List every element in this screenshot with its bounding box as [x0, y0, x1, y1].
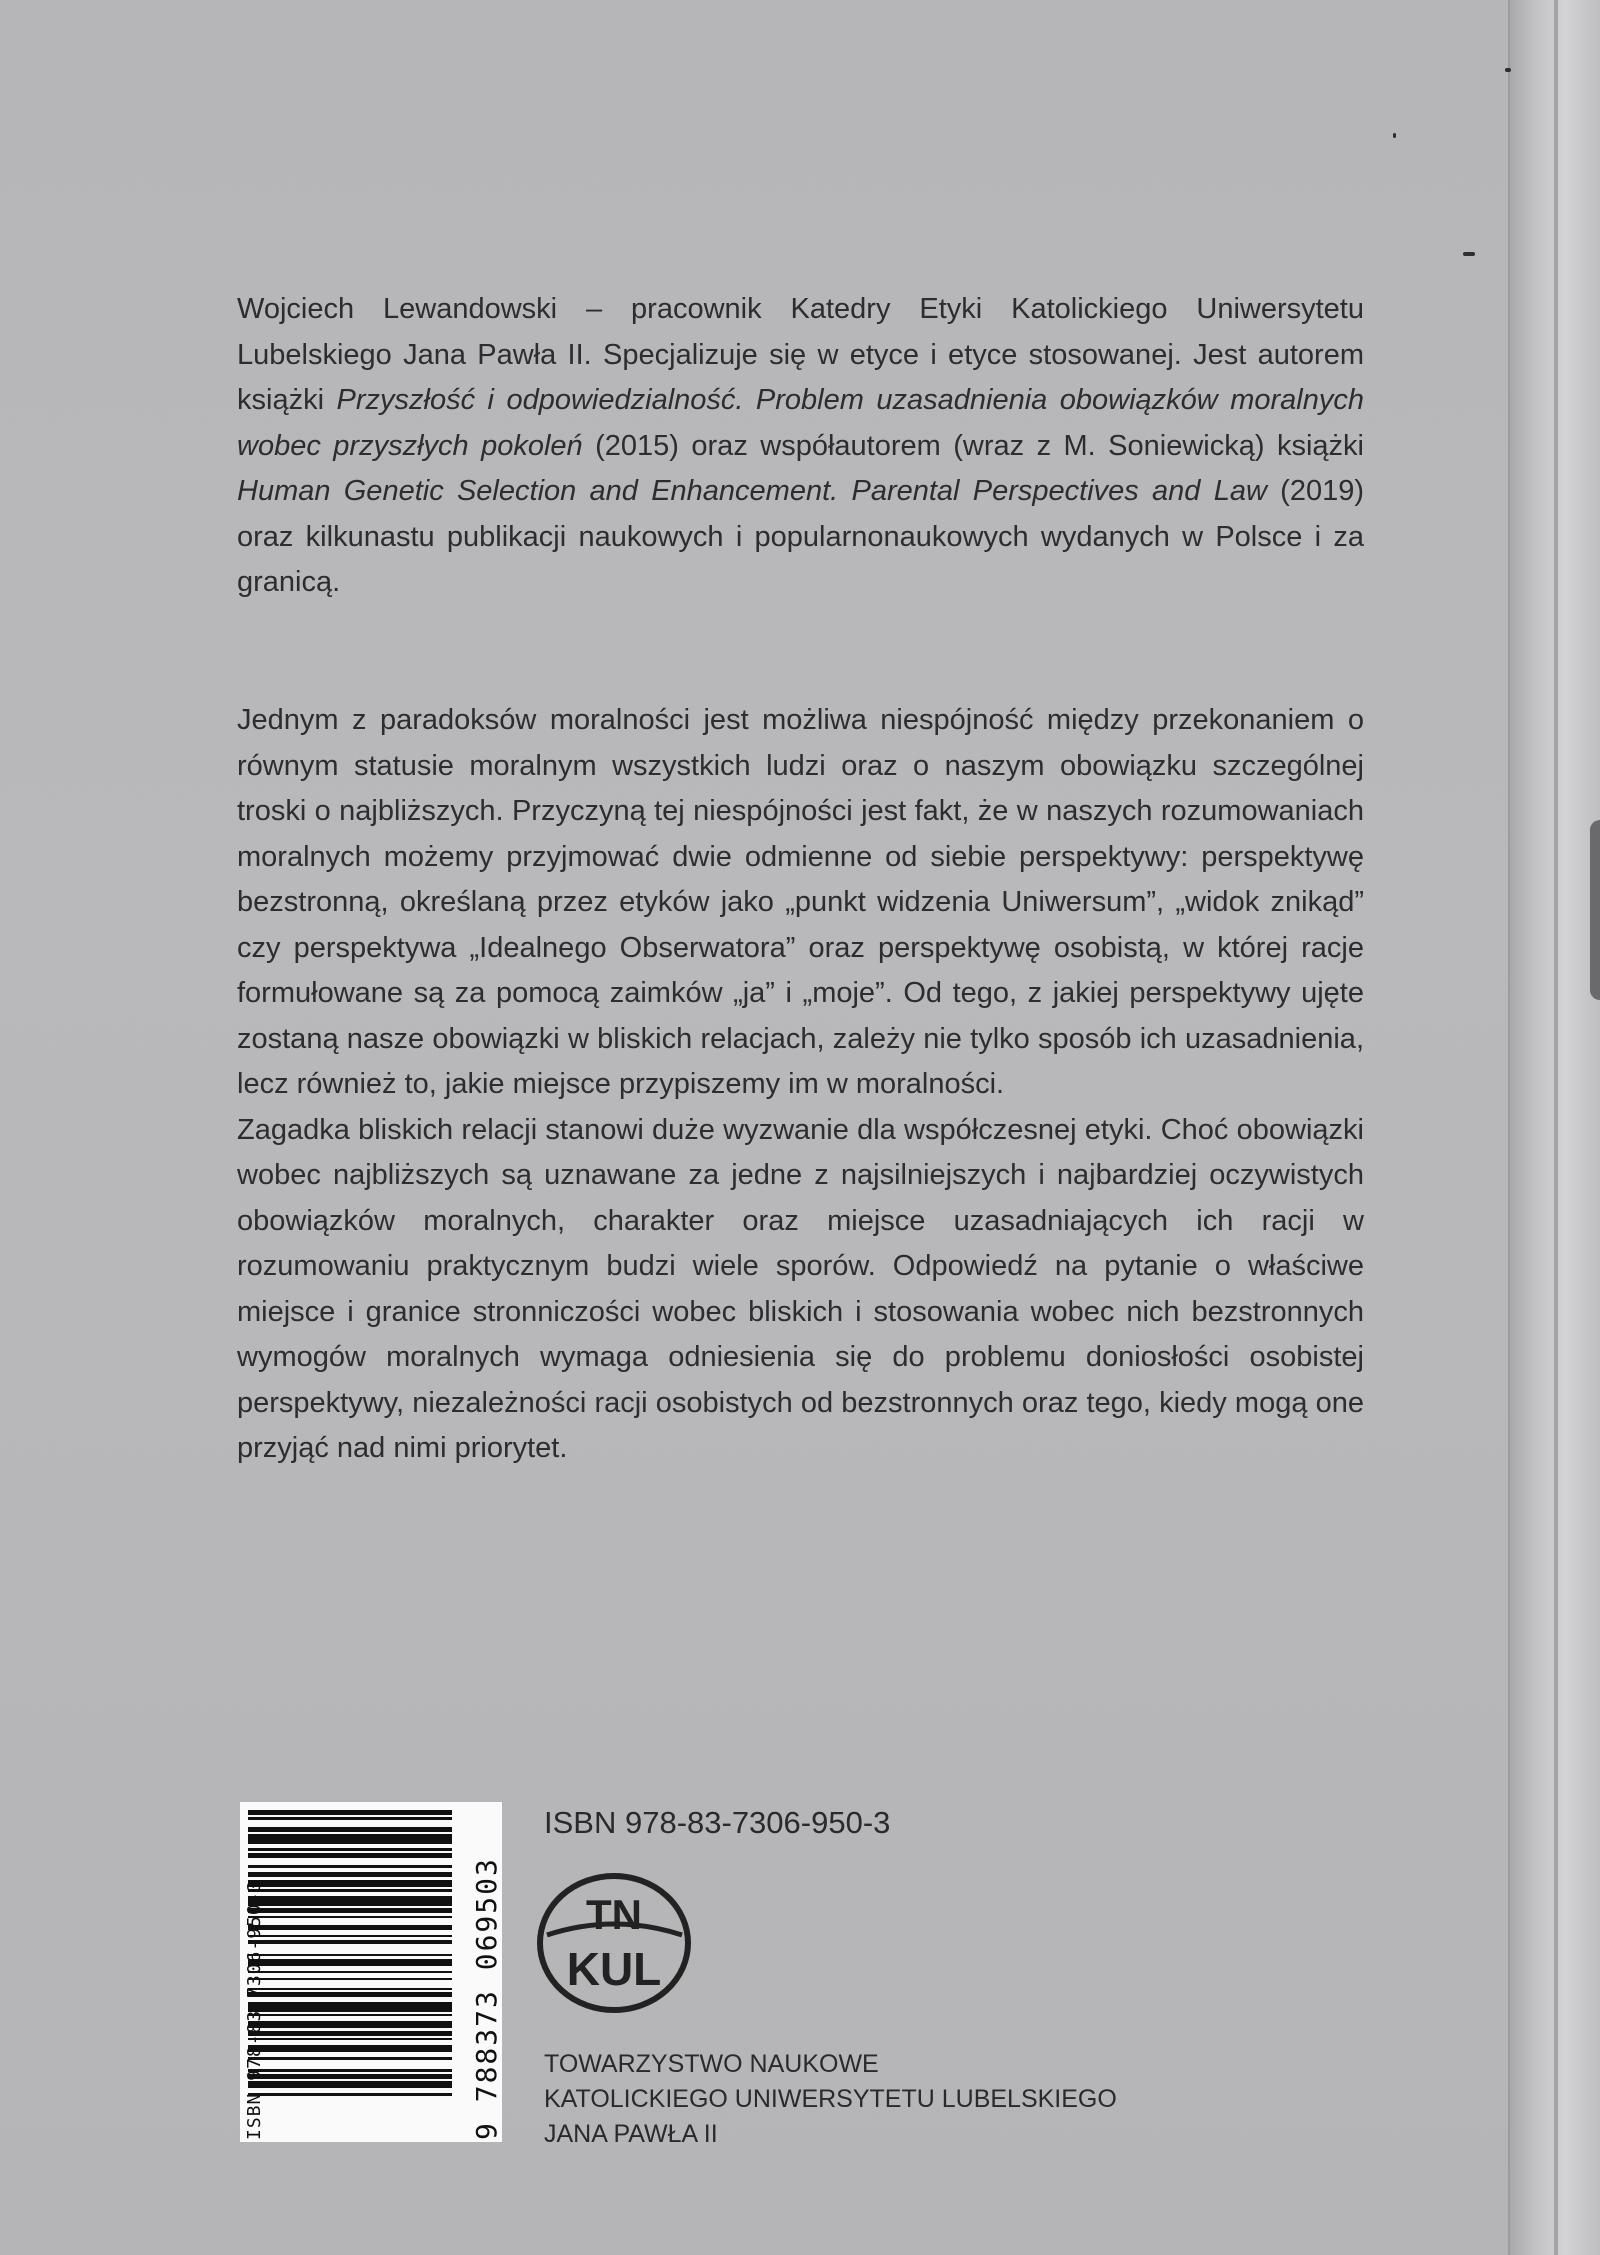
publisher-line: TOWARZYSTWO NAUKOWE	[544, 2050, 879, 2078]
barcode-bar	[248, 1940, 452, 1945]
barcode-bar	[248, 1880, 452, 1887]
barcode-bar	[248, 2002, 452, 2012]
barcode-bar	[248, 1925, 452, 1930]
barcode-bar	[248, 2081, 452, 2088]
book-description	[237, 698, 1364, 1472]
logo-bottom-text: KUL	[566, 1943, 662, 1995]
isbn-number: ISBN 978-83-7306-950-3	[544, 1805, 891, 1840]
description-paragraph: Zagadka bliskich relacji stanowi duże wyzwanie dla współczesnej etyki. Choć obowiązki wobec najbliższych są uznawane za jedne z najsilniejszych i najbardziej oczywistych obowiązków moralnych, charakter oraz miejsce uzasadniających ich racji w rozumowaniu praktycznym budzi wiele sporów. Odpowiedź na pytanie o właściwe miejsce i granice stronniczości wobec bliskich i stosowania wobec nich bezstronnych wymogów moralnych wymaga odniesienia się do problemu doniosłości osobistej perspektywy, niezależności racji osobistych od bezstronnych oraz tego, kiedy mogą one przyjąć nad nimi priorytet.	[237, 1113, 1364, 1464]
dust-speck	[1505, 68, 1511, 72]
description-paragraph: Jednym z paradoksów moralności jest możliwa niespójność między przekonaniem o równym statusie moralnym wszystkich ludzi oraz o naszym obowiązku szczególnej troski o najbliższych. Przyczyną tej niespójności jest fakt, że w naszych rozumowaniach moralnych możemy przyjmować dwie odmienne od siebie perspektywy: perspektywę bezstronną, określaną przez etyków jako „punkt widzenia Uniwersum”, „widok znikąd” czy perspektywa „Idealnego Obserwatora” oraz perspektywę osobistą, w której racje formułowane są za pomocą zaimków „ja” i „moje”. Od tego, z jakiej perspektywy ujęte zostaną nasze obowiązki w bliskich relacjach, zależy nie tylko sposób ich uzasadnienia, lecz również to, jakie miejsce przypiszemy im w moralności.	[237, 704, 1364, 1100]
logo-top-text: TN	[586, 1891, 642, 1938]
author-name: Wojciech Lewandowski	[237, 293, 558, 325]
tnkul-logo-icon	[537, 1873, 692, 2013]
barcode-bar	[248, 1959, 452, 1966]
barcode-digits: 9 788373 069503	[470, 1857, 503, 2140]
book-title: Human Genetic Selection and Enhancement. Parental Perspectives and Law	[237, 475, 1267, 507]
author-bio	[237, 287, 1364, 606]
barcode-bar	[248, 1988, 452, 1990]
bio-text: – pracownik Katedry Etyki Katolickiego Uniwersytetu Lubelskiego Jana Pawła II. Specjalizuje się w etyce i etyce stosowanej. Jest autorem książki	[237, 293, 1364, 416]
barcode-bar	[248, 1810, 452, 1815]
barcode-bar	[248, 1827, 452, 1832]
dust-speck	[1463, 252, 1475, 256]
barcode-bar	[248, 1865, 452, 1867]
book-title: Przyszłość i odpowiedzialność. Problem uzasadnienia obowiązków moralnych wobec przyszłych pokoleń	[237, 384, 1364, 462]
barcode-bar	[248, 2074, 452, 2079]
barcode-bar	[248, 1896, 452, 1906]
barcode-bar	[248, 2069, 452, 2071]
barcode-bar	[248, 1848, 452, 1850]
barcode-bar	[248, 1935, 452, 1937]
publisher-line: KATOLICKIEGO UNIWERSYTETU LUBELSKIEGO	[544, 2085, 1117, 2113]
publisher-name	[544, 2047, 1117, 2152]
barcode-bar	[248, 1916, 452, 1918]
barcode-bar	[248, 2093, 452, 2095]
spine-groove	[1554, 0, 1558, 2255]
barcode-bars	[248, 1802, 452, 2142]
dust-speck	[1393, 133, 1396, 138]
barcode-bar	[248, 1992, 452, 1997]
barcode-bar	[248, 2021, 452, 2028]
barcode-bar	[248, 2057, 452, 2059]
barcode-bar	[248, 1954, 452, 1956]
barcode-bar	[248, 1817, 452, 1819]
barcode-bar	[248, 1872, 452, 1877]
barcode-bar	[248, 1908, 452, 1913]
barcode-bar	[248, 1978, 452, 1980]
spine-edge-tab	[1590, 820, 1600, 1000]
publisher-line: JANA PAWŁA II	[544, 2120, 718, 2148]
barcode-bar	[248, 1853, 452, 1858]
bio-text: (2015) oraz współautorem (wraz z M. Soniewicką) książki	[582, 429, 1364, 462]
barcode-bar	[248, 1971, 452, 1973]
barcode-isbn-label: ISBN 978-83-7306-950-3	[244, 1879, 265, 2140]
barcode-bar	[248, 2045, 452, 2052]
barcode	[240, 1802, 502, 2142]
barcode-bar	[248, 2038, 452, 2040]
barcode-bar	[248, 1889, 452, 1891]
barcode-bar	[248, 2031, 452, 2036]
barcode-bar	[248, 1834, 452, 1844]
bio-text: (2019) oraz kilkunastu publikacji naukowych i popularnonaukowych wydanych w Polsce i za granicą.	[237, 475, 1364, 598]
barcode-bar	[248, 2014, 452, 2016]
